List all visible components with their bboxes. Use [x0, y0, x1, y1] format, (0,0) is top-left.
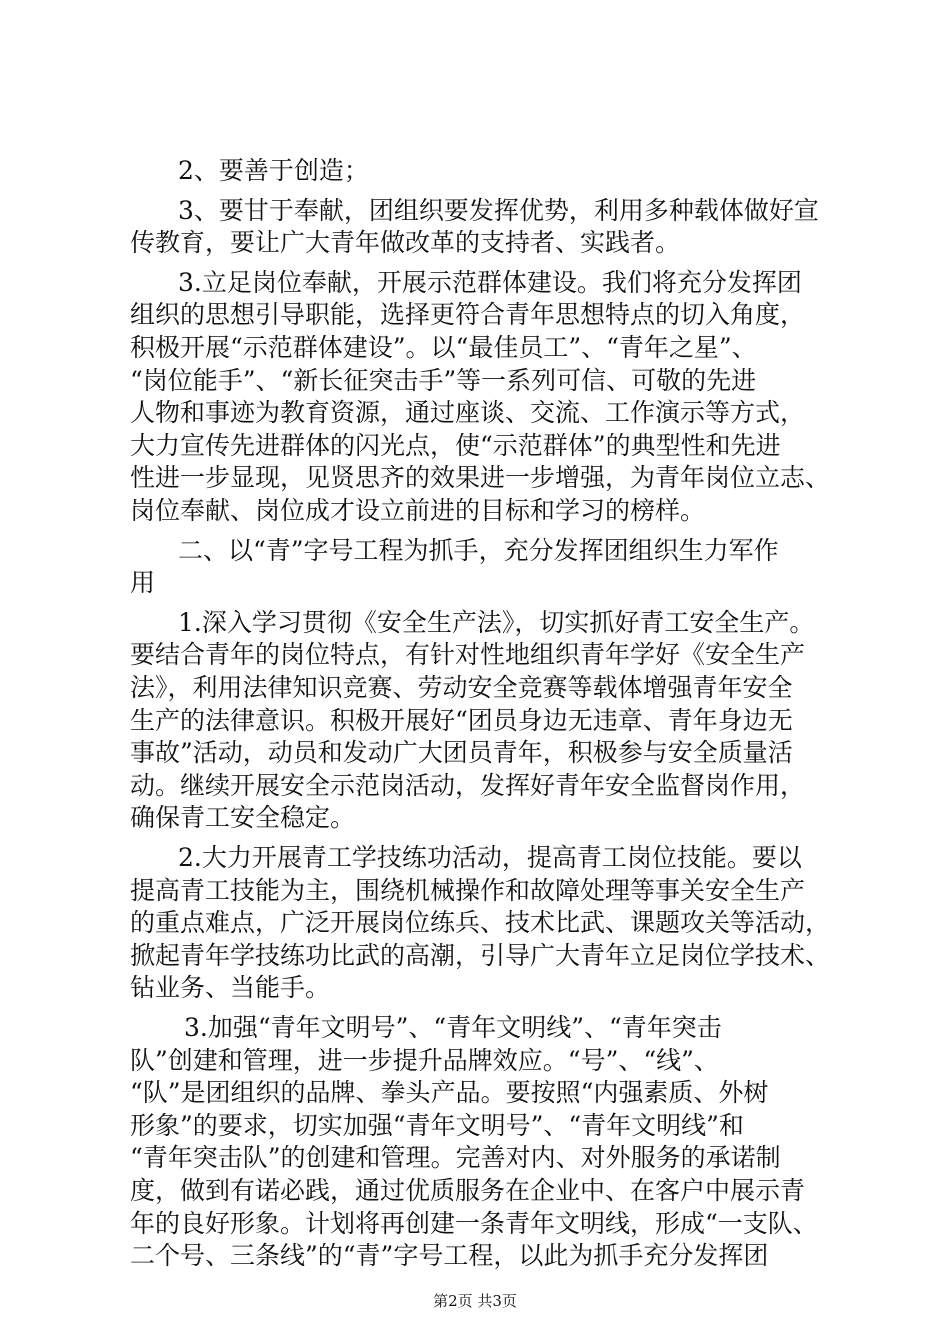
section-heading: 二、以“青”字号工程为抓手，充分发挥团组织生力军作 — [178, 535, 779, 565]
body-text-line: 1.深入学习贯彻《安全生产法》，切实抓好青工安全生产。 — [178, 607, 815, 637]
body-text-line: 生产的法律意识。积极开展好“团员身边无违章、青年身边无 — [130, 705, 793, 735]
body-text-line: 3、要甘于奉献，团组织要发挥优势，利用多种载体做好宣 — [178, 195, 819, 225]
body-text-line: 2.大力开展青工学技练功活动，提高青工岗位技能。要以 — [178, 843, 802, 872]
body-text-line: 提高青工技能为主，围绕机械操作和故障处理等事关安全生产 — [130, 875, 806, 905]
body-text-line: 的重点难点，广泛开展岗位练兵、技术比武、课题攻关等活动， — [130, 908, 831, 938]
body-text-line: 事故”活动，动员和发动广大团员青年，积极参与安全质量活 — [130, 738, 793, 768]
body-text-line: 度，做到有诺必践，通过优质服务在企业中、在客户中展示青 — [130, 1176, 806, 1205]
body-text-line: 法》，利用法律知识竞赛、劳动安全竞赛等载体增强青年安全 — [130, 673, 793, 702]
section-heading: 用 — [130, 568, 156, 598]
body-text-line: 钻业务、当能手。 — [130, 973, 331, 1003]
page-number-footer: 第2页 共3页 — [433, 1292, 517, 1310]
body-text-line: “岗位能手”、“新长征突击手”等一系列可信、可敬的先进 — [130, 365, 757, 395]
body-text-line: 性进一步显现，见贤思齐的效果进一步增强，为青年岗位立志、 — [130, 463, 831, 493]
body-text-line: 3.加强“青年文明号”、“青年文明线”、“青年突击 — [184, 1013, 722, 1042]
body-text-line: 确保青工安全稳定。 — [130, 803, 356, 833]
body-text-line: 大力宣传先进群体的闪光点，使“示范群体”的典型性和先进 — [130, 430, 781, 460]
body-text-line: 二个号、三条线”的“青”字号工程，以此为抓手充分发挥团 — [130, 1241, 769, 1271]
body-text-line: 岗位奉献、岗位成才设立前进的目标和学习的榜样。 — [130, 496, 706, 525]
body-text-line: 动。继续开展安全示范岗活动，发挥好青年安全监督岗作用， — [130, 770, 806, 800]
body-text-line: 积极开展“示范群体建设”。以“最佳员工”、“青年之星”、 — [130, 333, 757, 362]
body-text-line: 人物和事迹为教育资源，通过座谈、交流、工作演示等方式， — [130, 398, 806, 428]
body-text-line: 传教育，要让广大青年做改革的支持者、实践者。 — [130, 228, 681, 258]
body-text-line: 掀起青年学技练功比武的高潮，引导广大青年立足岗位学技术、 — [130, 940, 831, 970]
body-text-line: “队”是团组织的品牌、拳头产品。要按照“内强素质、外树 — [130, 1078, 769, 1108]
body-text-line: 组织的思想引导职能，选择更符合青年思想特点的切入角度， — [130, 300, 806, 330]
body-text-line: 队”创建和管理，进一步提升品牌效应。“号”、“线”、 — [130, 1045, 719, 1075]
body-text-line: 2、要善于创造； — [178, 156, 369, 185]
body-text-line: 形象”的要求，切实加强“青年文明号”、“青年文明线”和 — [130, 1110, 744, 1140]
body-text-line: 3.立足岗位奉献，开展示范群体建设。我们将充分发挥团 — [178, 267, 802, 297]
body-text-line: 要结合青年的岗位特点，有针对性地组织青年学好《安全生产 — [130, 640, 806, 670]
body-text-line: 年的良好形象。计划将再创建一条青年文明线，形成“一支队、 — [130, 1208, 818, 1238]
body-text-line: “青年突击队”的创建和管理。完善对内、对外服务的承诺制 — [130, 1143, 781, 1173]
